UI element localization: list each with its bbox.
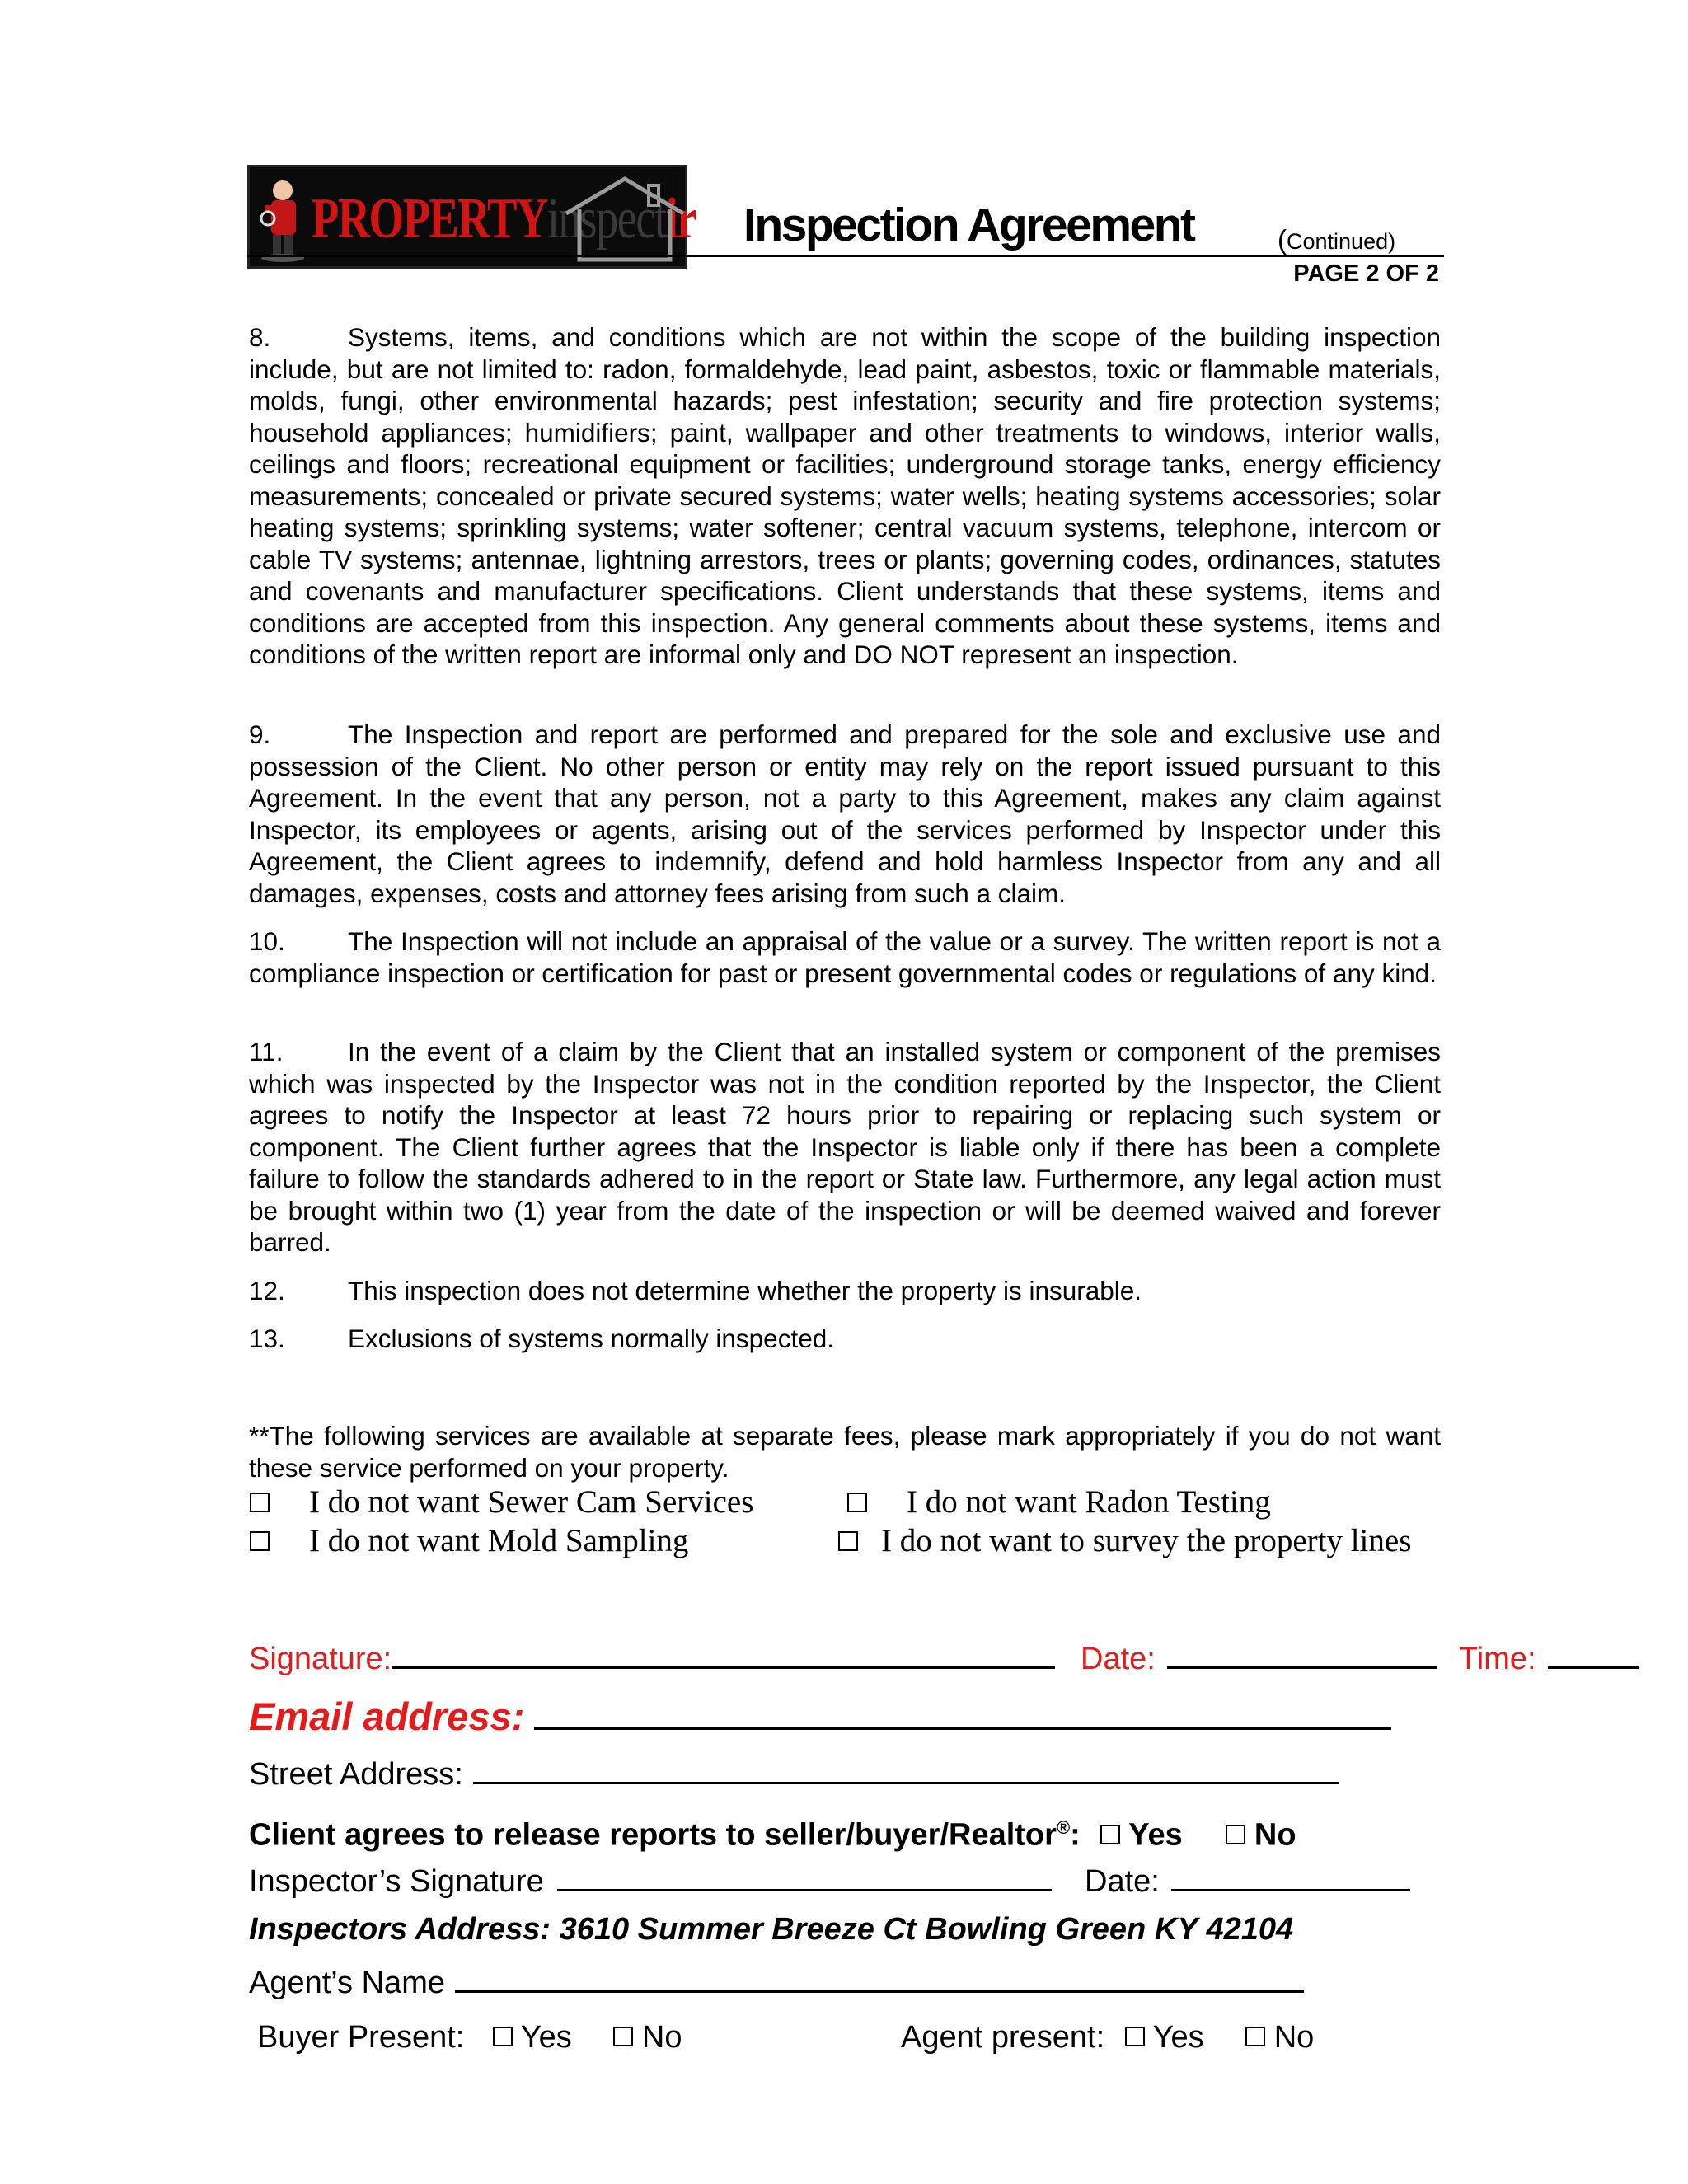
option-label: I do not want Sewer Cam Services	[309, 1484, 754, 1520]
buyer-no-label: No	[641, 2020, 682, 2055]
agent-no-checkbox[interactable]	[1245, 2027, 1265, 2046]
inspector-address: Inspectors Address: 3610 Summer Breeze Ct Bowling Green KY 42104	[249, 1912, 1294, 1947]
clause-9	[249, 719, 1441, 909]
inspector-date-row	[1085, 1863, 1410, 1900]
clause-text: Systems, items, and conditions which are not within the scope of the building inspection include, but are not limited to: radon, formaldehyde, lead paint, asbestos, toxic or flammable materials, molds, fungi, other environmental hazards; pest infestation; security and fire protection systems; household appliances; humidifiers; paint, wallpaper and other treatments to windows, interior walls, ceilings and floors; recreational equipment or facilities; underground storage tanks, energy efficiency measurements; concealed or private secured systems; water wells; heating systems accessories; solar heating systems; sprinkling systems; water softener; central vacuum systems, telephone, intercom or cable TV systems; antennae, lightning arrestors, trees or plants; governing codes, ordinances, statutes and covenants and manufacturer specifications. Client understands that these systems, items and conditions are accepted from this inspection. Any general comments about these systems, items and conditions of the written report are informal only and DO NOT represent an inspection.	[249, 322, 1441, 669]
mold-checkbox[interactable]	[250, 1531, 270, 1551]
inspector-date-label: Date:	[1085, 1864, 1160, 1899]
street-address-label: Street Address:	[249, 1757, 463, 1792]
agent-no-label: No	[1273, 2020, 1315, 2055]
clause-text: This inspection does not determine whether the property is insurable.	[348, 1276, 1142, 1305]
option-label: I do not want Mold Sampling	[309, 1523, 689, 1558]
clause-number: 8.	[249, 322, 271, 352]
agent-present-label: Agent present:	[901, 2020, 1105, 2055]
option-survey	[838, 1522, 1411, 1560]
clause-13	[249, 1323, 1441, 1355]
option-radon	[847, 1483, 1271, 1521]
release-reports-row: Client agrees to release reports to seller/buyer/Realtor®: Yes No	[249, 1817, 1296, 1853]
inspector-figure-icon	[255, 176, 307, 263]
survey-checkbox[interactable]	[838, 1531, 858, 1551]
inspector-signature-row	[249, 1863, 1052, 1900]
agent-name-row	[249, 1964, 1304, 2002]
agent-present-row	[901, 2018, 1314, 2056]
time-row	[1459, 1640, 1639, 1678]
inspector-signature-label: Inspector’s Signature	[249, 1864, 544, 1899]
clause-8	[249, 321, 1441, 671]
option-mold	[250, 1522, 688, 1560]
release-yes-label: Yes	[1128, 1817, 1183, 1853]
buyer-present-label: Buyer Present:	[257, 2020, 465, 2055]
street-address-row	[249, 1755, 1339, 1793]
clause-12	[249, 1275, 1441, 1307]
signature-row	[249, 1640, 1055, 1678]
company-logo	[247, 165, 696, 269]
release-no-label: No	[1254, 1817, 1296, 1853]
logo-wordmark: PROPERTYinspectir	[312, 187, 696, 251]
house-outline-icon	[563, 172, 687, 263]
page-number: PAGE 2 OF 2	[1293, 260, 1439, 287]
date-field[interactable]	[1167, 1640, 1437, 1669]
clause-10	[249, 926, 1441, 989]
release-no-checkbox[interactable]	[1226, 1825, 1245, 1844]
release-reports-label: Client agrees to release reports to seller/buyer/Realtor	[249, 1817, 1057, 1853]
date-label: Date:	[1081, 1642, 1156, 1676]
radon-checkbox[interactable]	[847, 1493, 867, 1512]
buyer-present-row	[257, 2018, 682, 2056]
buyer-no-checkbox[interactable]	[613, 2027, 633, 2046]
street-address-field[interactable]	[473, 1755, 1339, 1784]
time-label: Time:	[1459, 1642, 1536, 1676]
release-yes-checkbox[interactable]	[1100, 1825, 1120, 1844]
separate-fees-note: **The following services are available at separate fees, please mark appropriately if you do not want these service performed on your property.	[249, 1421, 1441, 1483]
signature-field[interactable]	[392, 1640, 1055, 1669]
inspector-signature-field[interactable]	[557, 1863, 1052, 1891]
option-label: I do not want Radon Testing	[907, 1484, 1271, 1520]
time-field[interactable]	[1548, 1640, 1639, 1669]
date-row	[1081, 1640, 1437, 1678]
buyer-yes-checkbox[interactable]	[493, 2027, 513, 2046]
agent-name-label: Agent’s Name	[249, 1966, 445, 2000]
agent-yes-label: Yes	[1152, 2020, 1204, 2055]
email-field[interactable]	[534, 1696, 1391, 1730]
document-title: Inspection Agreement	[743, 199, 1194, 251]
clause-number: 13.	[249, 1324, 285, 1353]
clause-number: 10.	[249, 926, 285, 956]
agent-name-field[interactable]	[455, 1964, 1304, 1993]
clause-text: The Inspection will not include an appraisal of the value or a survey. The written report is not a compliance inspection or certification for past or present governmental codes or regulations of any kind.	[249, 926, 1441, 988]
clause-text: The Inspection and report are performed and prepared for the sole and exclusive use and possession of the Client. No other person or entity may rely on the report issued pursuant to this Agreement. In the event that any person, not a party to this Agreement, makes any claim against Inspector, its employees or agents, arising out of the services performed by Inspector under this Agreement, the Client agrees to indemnify, defend and hold harmless Inspector from any and all damages, expenses, costs and attorney fees arising from such a claim.	[249, 719, 1441, 908]
option-label: I do not want to survey the property lines	[881, 1523, 1412, 1558]
option-sewer-cam	[250, 1483, 753, 1521]
clause-text: Exclusions of systems normally inspected.	[348, 1324, 834, 1353]
email-row	[249, 1694, 1391, 1740]
sewer-cam-checkbox[interactable]	[250, 1493, 270, 1512]
email-label: Email address:	[249, 1694, 525, 1738]
buyer-yes-label: Yes	[520, 2020, 572, 2055]
continued-label: (Continued)	[1278, 224, 1396, 255]
header-rule	[247, 255, 1444, 257]
agent-yes-checkbox[interactable]	[1125, 2027, 1145, 2046]
signature-label: Signature:	[249, 1642, 392, 1676]
clause-number: 11.	[249, 1037, 284, 1066]
clause-11	[249, 1036, 1441, 1258]
clause-number: 9.	[249, 719, 271, 749]
clause-number: 12.	[249, 1276, 285, 1305]
inspector-date-field[interactable]	[1171, 1863, 1410, 1891]
clause-text: In the event of a claim by the Client that an installed system or component of the premises which was inspected by the Inspector was not in the condition reported by the Inspector, the Client agrees to notify the Inspector at least 72 hours prior to repairing or replacing such system or component. The Client further agrees that the Inspector is liable only if there has been a complete failure to follow the standards adhered to in the report or State law. Furthermore, any legal action must be brought within two (1) year from the date of the inspection or will be deemed waived and forever barred.	[249, 1037, 1441, 1257]
